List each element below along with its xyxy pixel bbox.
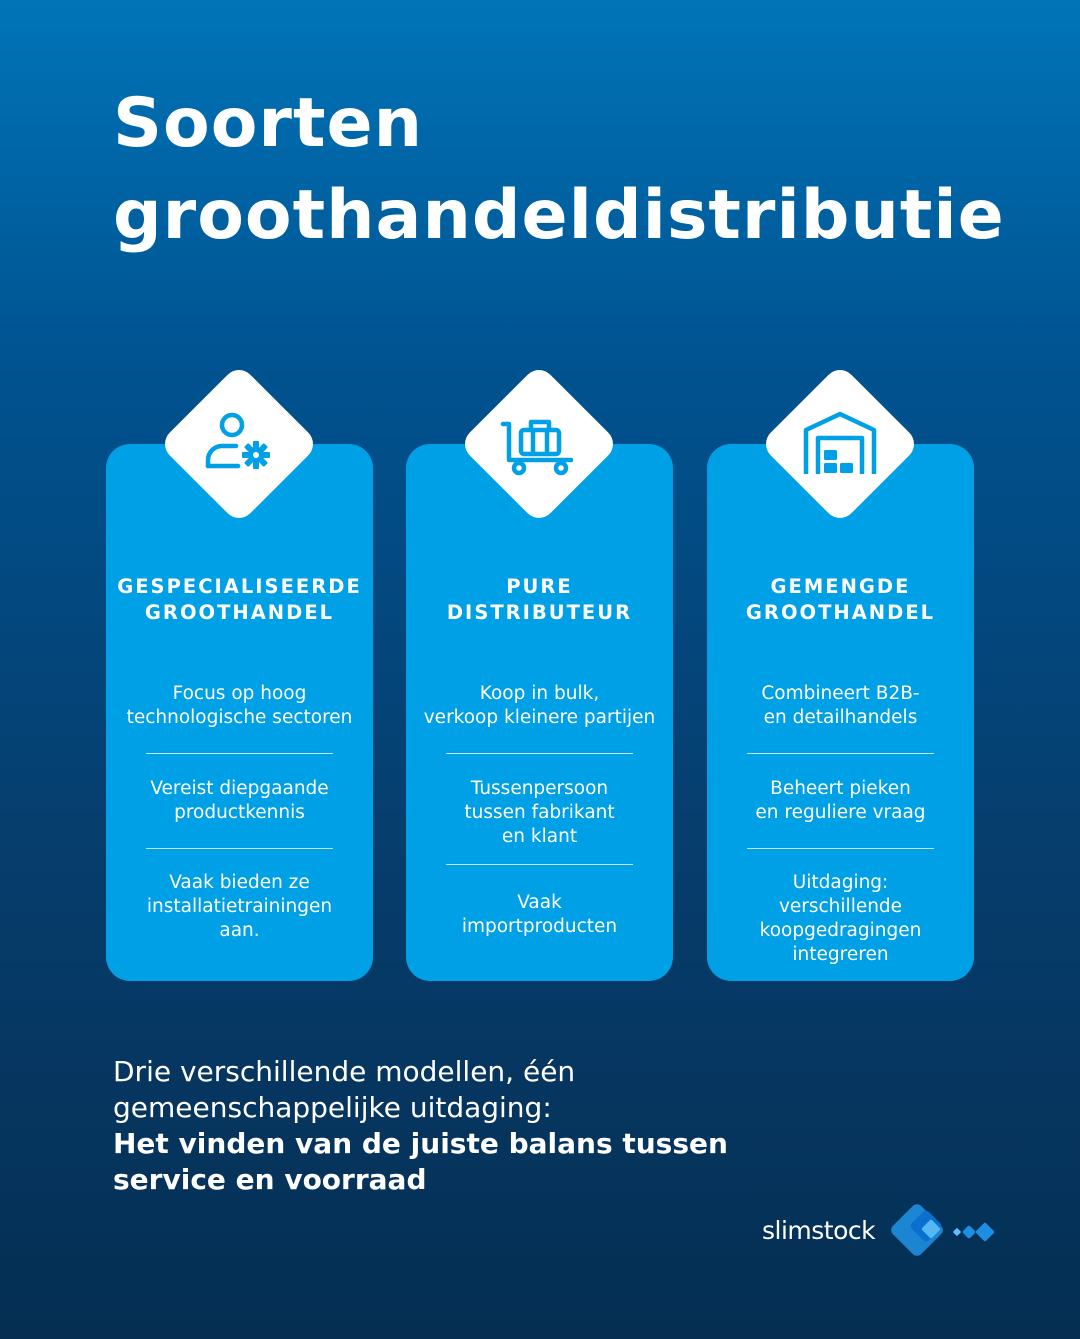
card-title-line: PURE xyxy=(506,575,573,598)
card-gemengde-groothandel xyxy=(707,444,974,981)
card-title xyxy=(707,574,974,626)
card-item-line: productkennis xyxy=(174,802,305,823)
card-item-line: en klant xyxy=(501,826,578,847)
divider xyxy=(146,848,333,849)
logo-diamonds-icon xyxy=(884,1198,1002,1270)
card-item-line: technologische sectoren xyxy=(126,707,353,728)
card-pure-distributeur xyxy=(406,444,673,981)
card-item-line: verkoop kleinere partijen xyxy=(423,707,656,728)
card-item-line: verschillende xyxy=(778,896,903,917)
bottom-line: Drie verschillende modellen, één xyxy=(113,1055,576,1088)
divider xyxy=(446,753,633,754)
card-item xyxy=(106,682,373,730)
card-title-line: GROOTHANDEL xyxy=(144,601,335,624)
card-item-line: Beheert pieken xyxy=(770,778,911,799)
logo-text: slimstock xyxy=(762,1216,876,1245)
card-item-line: tussen fabrikant xyxy=(464,802,615,823)
card-item-line: Uitdaging: xyxy=(792,872,889,893)
divider xyxy=(747,848,934,849)
card-gespecialiseerde-groothandel xyxy=(106,444,373,981)
card-item-line: Vaak bieden ze xyxy=(169,872,310,893)
luggage-cart-icon xyxy=(499,404,579,484)
card-item xyxy=(106,777,373,825)
card-title xyxy=(106,574,373,626)
card-item-line: Vereist diepgaande xyxy=(150,778,329,799)
card-title xyxy=(406,574,673,626)
card-item-line: koopgedragingen xyxy=(759,920,922,941)
card-title-line: GROOTHANDEL xyxy=(745,601,936,624)
card-item xyxy=(406,891,673,939)
slimstock-logo xyxy=(762,1198,1002,1270)
card-title-line: GESPECIALISEERDE xyxy=(117,575,362,598)
page-title xyxy=(113,78,1005,262)
card-item-line: installatietrainingen xyxy=(146,896,333,917)
card-item-line: en detailhandels xyxy=(763,707,918,728)
bottom-bold-line: service en voorraad xyxy=(113,1163,427,1196)
title-line-2: groothandeldistributie xyxy=(113,176,1005,255)
bottom-bold-line: Het vinden van de juiste balans tussen xyxy=(113,1127,728,1160)
card-item-line: Focus op hoog xyxy=(172,683,307,704)
bottom-statement xyxy=(113,1054,728,1198)
diamond-badge xyxy=(159,364,319,524)
diamond-badge xyxy=(459,364,619,524)
card-item-line: Tussenpersoon xyxy=(470,778,609,799)
card-item-line: en reguliere vraag xyxy=(755,802,926,823)
bottom-line: gemeenschappelijke uitdaging: xyxy=(113,1091,552,1124)
card-item-line: aan. xyxy=(219,920,260,941)
title-line-1: Soorten xyxy=(113,84,423,163)
card-title-line: DISTRIBUTEUR xyxy=(446,601,633,624)
card-title-line: GEMENGDE xyxy=(770,575,911,598)
warehouse-icon xyxy=(800,404,880,484)
divider xyxy=(146,753,333,754)
divider xyxy=(446,864,633,865)
card-item xyxy=(406,777,673,849)
card-item xyxy=(707,871,974,967)
card-item-line: Combineert B2B- xyxy=(761,683,920,704)
diamond-badge xyxy=(760,364,920,524)
card-item xyxy=(707,682,974,730)
card-item-line: Koop in bulk, xyxy=(479,683,600,704)
card-item-line: importproducten xyxy=(461,916,618,937)
card-item-line: Vaak xyxy=(517,892,562,913)
card-item-line: integreren xyxy=(792,944,889,965)
card-item xyxy=(707,777,974,825)
user-gear-icon xyxy=(199,404,279,484)
divider xyxy=(747,753,934,754)
card-item xyxy=(406,682,673,730)
card-item xyxy=(106,871,373,943)
